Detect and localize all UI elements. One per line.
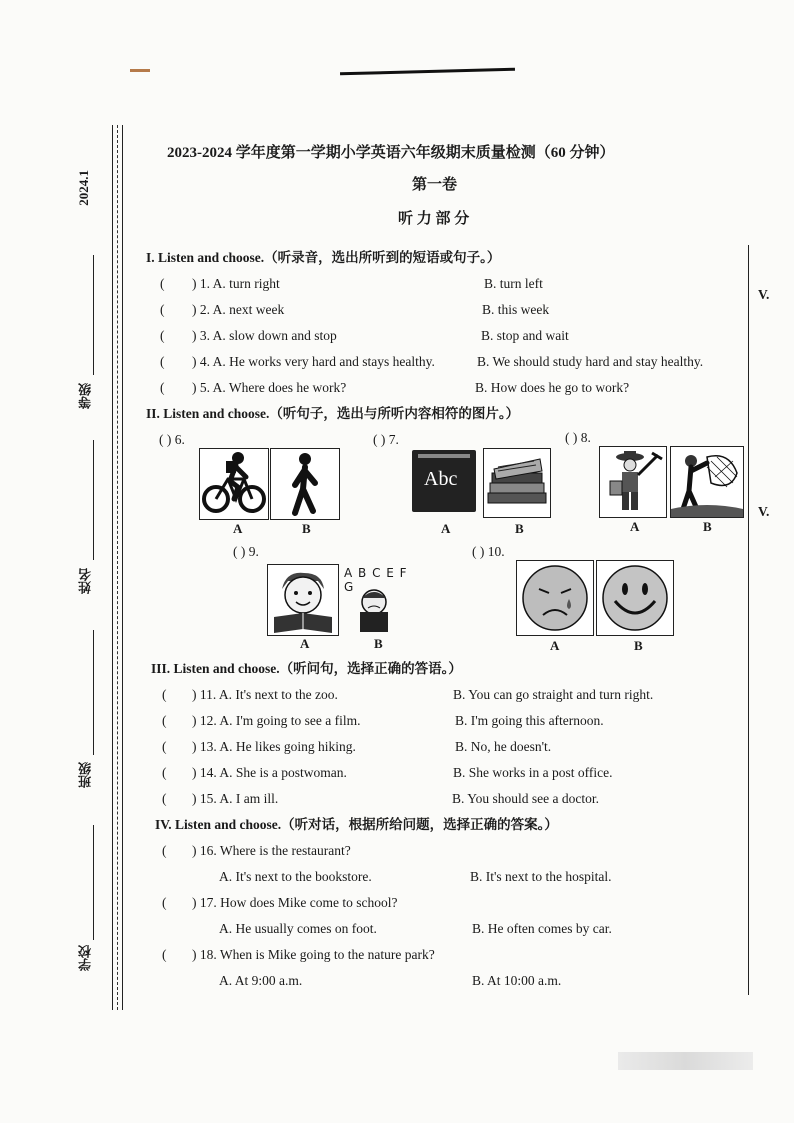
q6-label-a: A <box>233 521 243 536</box>
newspaper-stack-icon <box>484 449 550 517</box>
margin-line-2 <box>122 125 123 1010</box>
section2-heading: II. Listen and choose.（听句子，选出与所听内容相符的图片。） <box>146 406 520 421</box>
q16-question: ) 16. Where is the restaurant? <box>192 843 351 858</box>
q12-option-a: ) 12. A. I'm going to see a film. <box>192 713 361 728</box>
q11-paren[interactable]: ( <box>162 687 167 702</box>
fisherman-icon <box>671 447 743 517</box>
section3-heading: III. Listen and choose.（听问句，选择正确的答语。） <box>151 661 462 676</box>
exam-title: 2023-2024 学年度第一学期小学英语六年级期末质量检测（60 分钟） <box>167 145 615 161</box>
q6-picture-a-cycling[interactable] <box>199 448 269 520</box>
grade-field[interactable] <box>93 255 94 375</box>
q5-option-a: ) 5. A. Where does he work? <box>192 380 347 395</box>
date-label: 2024.1 <box>76 170 91 206</box>
q9-label[interactable]: ( ) 9. <box>233 544 259 559</box>
q18-option-a: A. At 9:00 a.m. <box>219 973 303 988</box>
q14-option-a: ) 14. A. She is a postwoman. <box>192 765 347 780</box>
q8-picture-a-farmer[interactable] <box>599 446 667 518</box>
q15-option-a: ) 15. A. I am ill. <box>192 791 279 806</box>
q9-picture-a-happy-reader[interactable] <box>267 564 339 636</box>
q12-option-b: B. I'm going this afternoon. <box>455 713 604 728</box>
q7-picture-b-newspapers[interactable] <box>483 448 551 518</box>
q6-picture-b-walking[interactable] <box>270 448 340 520</box>
boy-reading-icon <box>268 565 338 635</box>
grade-label: 等级 <box>78 383 93 409</box>
q17-paren[interactable]: ( <box>162 895 167 910</box>
q11-option-b: B. You can go straight and turn right. <box>453 687 654 702</box>
q11-option-a: ) 11. A. It's next to the zoo. <box>192 687 338 702</box>
q4-option-a: ) 4. A. He works very hard and stays healthy. <box>192 354 435 369</box>
book-cover <box>412 450 476 512</box>
margin-line-1 <box>112 125 113 1010</box>
q14-option-b: B. She works in a post office. <box>453 765 613 780</box>
q13-option-a: ) 13. A. He likes going hiking. <box>192 739 356 754</box>
class-label: 班级 <box>78 762 93 788</box>
q8-picture-b-fisherman[interactable] <box>670 446 744 518</box>
q7-label-a: A <box>441 521 451 536</box>
q4-paren[interactable]: ( <box>160 354 165 369</box>
floating-letters: A B C E F G <box>344 566 408 594</box>
q7-label-b: B <box>515 521 524 536</box>
q16-paren[interactable]: ( <box>162 843 167 858</box>
right-margin-line <box>748 245 749 995</box>
q10-label[interactable]: ( ) 10. <box>472 544 505 559</box>
part-title: 听 力 部 分 <box>398 211 470 227</box>
q1-paren[interactable]: ( <box>160 276 165 291</box>
margin-dash-line <box>117 125 118 1010</box>
volume-title: 第一卷 <box>412 177 458 193</box>
right-edge-mark-1: V. <box>758 287 770 302</box>
q10-label-a: A <box>550 638 560 653</box>
q18-question: ) 18. When is Mike going to the nature park? <box>192 947 435 962</box>
right-edge-mark-2: V. <box>758 504 770 519</box>
q17-option-a: A. He usually comes on foot. <box>219 921 377 936</box>
q16-option-a: A. It's next to the bookstore. <box>219 869 372 884</box>
q12-paren[interactable]: ( <box>162 713 167 728</box>
q2-option-a: ) 2. A. next week <box>192 302 285 317</box>
q3-paren[interactable]: ( <box>160 328 165 343</box>
q15-paren[interactable]: ( <box>162 791 167 806</box>
school-label: 学校 <box>78 945 93 971</box>
q13-paren[interactable]: ( <box>162 739 167 754</box>
q9-label-b: B <box>374 636 383 651</box>
scan-mark-left <box>130 69 150 72</box>
q13-option-b: B. No, he doesn't. <box>455 739 552 754</box>
q3-option-b: B. stop and wait <box>481 328 569 343</box>
farmer-icon <box>600 447 666 517</box>
section4-heading: IV. Listen and choose.（听对话，根据所给问题，选择正确的答案。） <box>155 817 558 832</box>
q14-paren[interactable]: ( <box>162 765 167 780</box>
q2-option-b: B. this week <box>482 302 550 317</box>
q1-option-a: ) 1. A. turn right <box>192 276 280 291</box>
q8-label[interactable]: ( ) 8. <box>565 430 591 445</box>
q18-paren[interactable]: ( <box>162 947 167 962</box>
smiley-face-icon <box>597 561 673 635</box>
q4-option-b: B. We should study hard and stay healthy. <box>477 354 704 369</box>
q7-label[interactable]: ( ) 7. <box>373 432 399 447</box>
sad-face-icon <box>517 561 593 635</box>
q6-label-b: B <box>302 521 311 536</box>
section1-heading: I. Listen and choose.（听录音，选出所听到的短语或句子。） <box>146 250 501 265</box>
q10-label-b: B <box>634 638 643 653</box>
q5-option-b: B. How does he go to work? <box>475 380 630 395</box>
q15-option-b: B. You should see a doctor. <box>452 791 600 806</box>
school-field[interactable] <box>93 825 94 940</box>
cyclist-icon <box>200 449 268 519</box>
name-label: 姓名 <box>78 568 93 594</box>
q8-label-a: A <box>630 519 640 534</box>
q2-paren[interactable]: ( <box>160 302 165 317</box>
q6-label[interactable]: ( ) 6. <box>159 432 185 447</box>
name-field[interactable] <box>93 440 94 560</box>
book-cover-text: Abc <box>424 468 458 490</box>
class-field[interactable] <box>93 630 94 755</box>
q10-picture-b-smiling-face[interactable] <box>596 560 674 636</box>
q17-option-b: B. He often comes by car. <box>472 921 612 936</box>
q17-question: ) 17. How does Mike come to school? <box>192 895 398 910</box>
q8-label-b: B <box>703 519 712 534</box>
q5-paren[interactable]: ( <box>160 380 165 395</box>
scan-smudge <box>618 1052 753 1070</box>
q9-picture-b-sad-reader[interactable] <box>340 564 410 634</box>
q16-option-b: B. It's next to the hospital. <box>470 869 612 884</box>
q18-option-b: B. At 10:00 a.m. <box>472 973 562 988</box>
q7-picture-a-dictionary[interactable] <box>410 448 480 516</box>
q9-label-a: A <box>300 636 310 651</box>
scan-line-top <box>340 68 515 76</box>
walker-icon <box>271 449 339 519</box>
q3-option-a: ) 3. A. slow down and stop <box>192 328 337 343</box>
q10-picture-a-sad-face[interactable] <box>516 560 594 636</box>
q1-option-b: B. turn left <box>484 276 543 291</box>
